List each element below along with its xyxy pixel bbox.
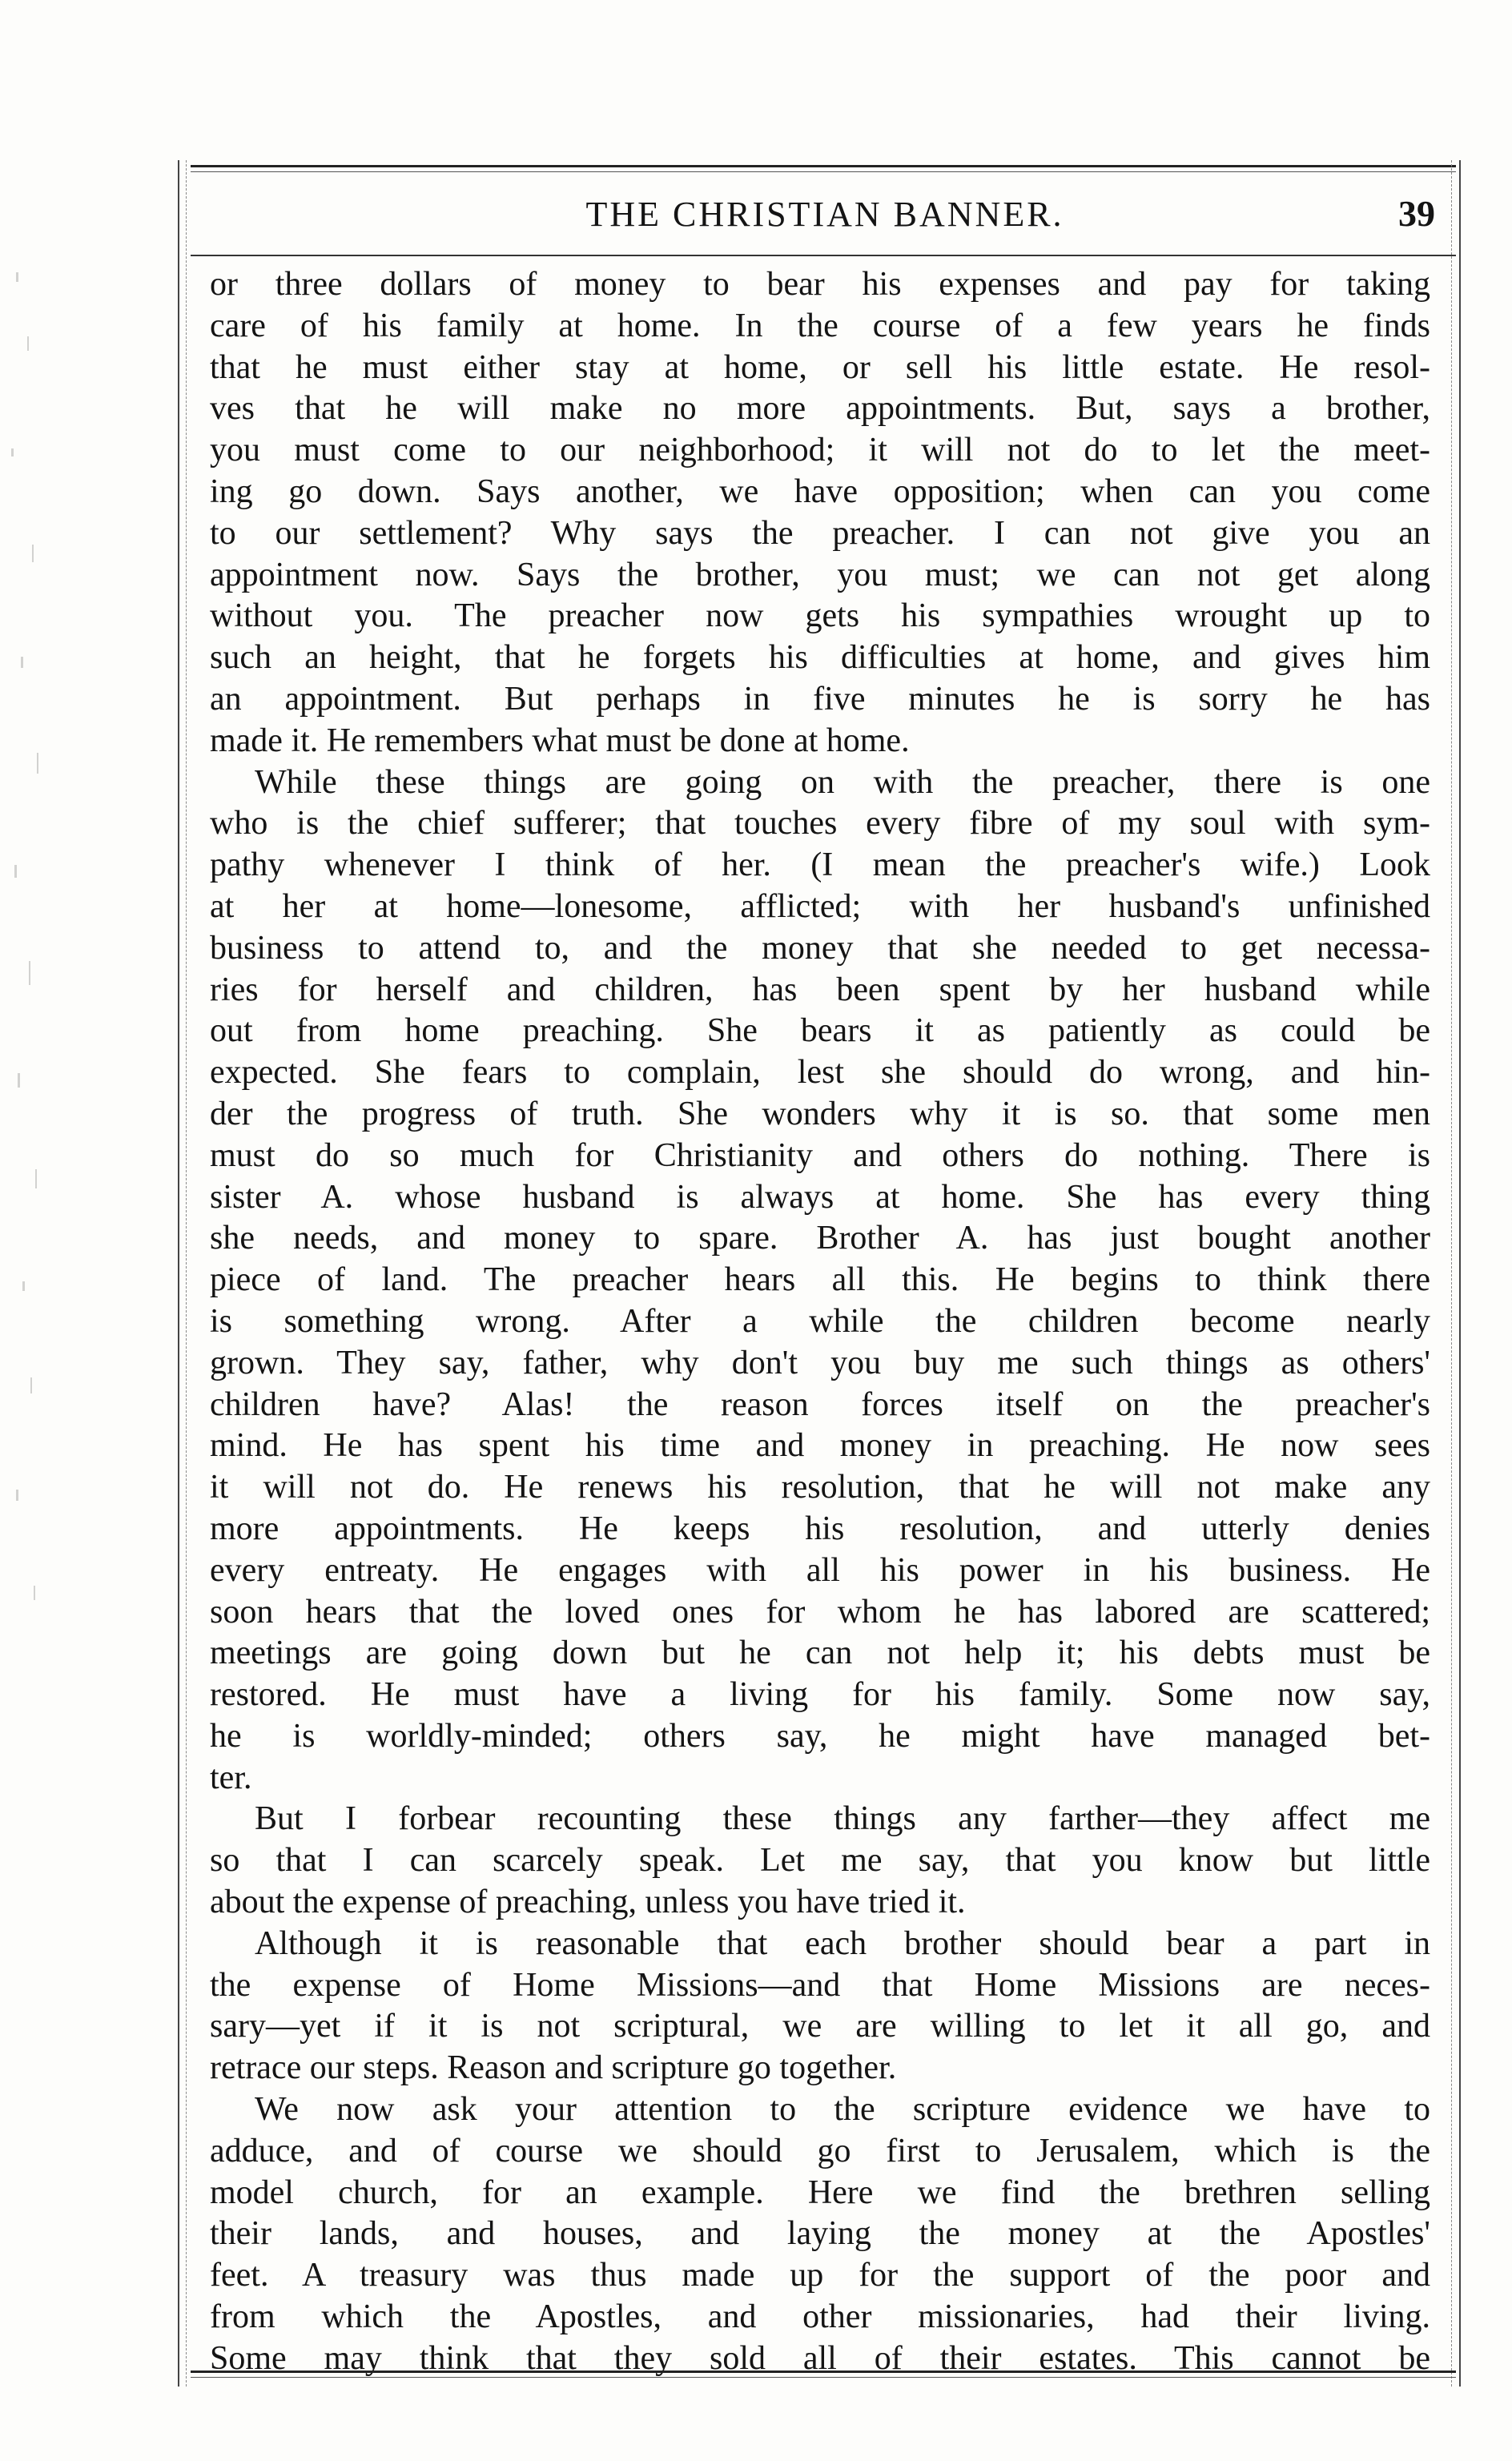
page-number: 39 bbox=[1398, 193, 1435, 234]
text-line: an appointment. But perhaps in five minutes he is sorry he has bbox=[210, 680, 1430, 718]
left-border-rule bbox=[178, 160, 179, 2387]
text-line: sister A. whose husband is always at home. She has every thing bbox=[210, 1178, 1430, 1216]
text-line: restored. He must have a living for his family. Some now say, bbox=[210, 1676, 1430, 1714]
text-line: the expense of Home Missions—and that Home Missions are neces- bbox=[210, 1966, 1430, 2004]
text-line: piece of land. The preacher hears all this. He begins to think there bbox=[210, 1261, 1430, 1299]
text-line: it will not do. He renews his resolution, that he will not make any bbox=[210, 1469, 1430, 1506]
text-line: expected. She fears to complain, lest she should do wrong, and hin- bbox=[210, 1054, 1430, 1092]
text-line: out from home preaching. She bears it as patiently as could be bbox=[210, 1012, 1430, 1050]
running-head bbox=[208, 189, 1442, 245]
text-line: der the progress of truth. She wonders why it is so. that some men bbox=[210, 1095, 1430, 1132]
bottom-rule bbox=[191, 2371, 1456, 2373]
text-line: about the expense of preaching, unless you have tried it. bbox=[210, 1884, 966, 1921]
text-line: While these things are going on with the preacher, there is one bbox=[255, 763, 1430, 801]
top-rule bbox=[191, 165, 1456, 167]
text-line: We now ask your attention to the scripture evidence we have to bbox=[255, 2091, 1430, 2129]
text-line: soon hears that the loved ones for whom he has labored are scattered; bbox=[210, 1593, 1430, 1631]
text-line: must do so much for Christianity and others do nothing. There is bbox=[210, 1136, 1430, 1174]
text-line: at her at home—lonesome, afflicted; with her husband's unfinished bbox=[210, 887, 1430, 925]
text-line: ves that he will make no more appointments. But, says a brother, bbox=[210, 390, 1430, 428]
text-line: who is the chief sufferer; that touches every fibre of my soul with sym- bbox=[210, 805, 1430, 842]
text-line: Some may think that they sold all of their estates. This cannot be bbox=[210, 2339, 1430, 2377]
text-line: But I forbear recounting these things any farther—they affect me bbox=[255, 1800, 1430, 1838]
text-line: ter. bbox=[210, 1759, 252, 1796]
text-line: meetings are going down but he can not help it; his debts must be bbox=[210, 1635, 1430, 1672]
text-line: made it. He remembers what must be done at home. bbox=[210, 722, 910, 759]
text-line: children have? Alas! the reason forces itself on the preacher's bbox=[210, 1385, 1430, 1423]
text-line: to our settlement? Why says the preacher. I can not give you an bbox=[210, 514, 1430, 552]
text-line: or three dollars of money to bear his expenses and pay for taking bbox=[210, 266, 1430, 303]
text-line: Although it is reasonable that each brother should bear a part in bbox=[255, 1924, 1430, 1962]
left-border-dotted bbox=[186, 160, 187, 2387]
text-line: so that I can scarcely speak. Let me say, that you know but little bbox=[210, 1842, 1430, 1880]
text-line: retrace our steps. Reason and scripture go together. bbox=[210, 2049, 897, 2087]
text-line: more appointments. He keeps his resolution, and utterly denies bbox=[210, 1510, 1430, 1547]
text-line: she needs, and money to spare. Brother A. has just bought another bbox=[210, 1220, 1430, 1257]
text-line: model church, for an example. Here we find the brethren selling bbox=[210, 2173, 1430, 2211]
text-line: from which the Apostles, and other missionaries, had their living. bbox=[210, 2298, 1430, 2336]
margin-bleed-through-marks bbox=[0, 240, 64, 1682]
right-border-dotted bbox=[1451, 160, 1452, 2387]
text-line: without you. The preacher now gets his sympathies wrought up to bbox=[210, 597, 1430, 635]
bottom-rule-thin bbox=[191, 2377, 1456, 2378]
text-line: ing go down. Says another, we have opposition; when can you come bbox=[210, 472, 1430, 510]
top-rule-thin bbox=[191, 171, 1456, 172]
text-line: their lands, and houses, and laying the money at the Apostles' bbox=[210, 2215, 1430, 2253]
text-line: that he must either stay at home, or sell his little estate. He resol- bbox=[210, 348, 1430, 386]
text-line: care of his family at home. In the course of a few years he finds bbox=[210, 307, 1430, 344]
text-line: he is worldly-minded; others say, he might have managed bet- bbox=[210, 1717, 1430, 1755]
text-line: pathy whenever I think of her. (I mean the preacher's wife.) Look bbox=[210, 846, 1430, 884]
text-line: you must come to our neighborhood; it will not do to let the meet- bbox=[210, 432, 1430, 469]
text-line: appointment now. Says the brother, you must; we can not get along bbox=[210, 556, 1430, 593]
header-rule bbox=[191, 255, 1456, 256]
text-line: grown. They say, father, why don't you buy me such things as others' bbox=[210, 1344, 1430, 1381]
right-border-rule bbox=[1459, 160, 1461, 2387]
text-line: is something wrong. After a while the children become nearly bbox=[210, 1302, 1430, 1340]
text-line: every entreaty. He engages with all his power in his business. He bbox=[210, 1551, 1430, 1589]
text-line: feet. A treasury was thus made up for the support of the poor and bbox=[210, 2257, 1430, 2294]
text-line: business to attend to, and the money that she needed to get necessa- bbox=[210, 929, 1430, 967]
text-line: ries for herself and children, has been spent by her husband while bbox=[210, 971, 1430, 1008]
text-line: mind. He has spent his time and money in preaching. He now sees bbox=[210, 1427, 1430, 1465]
text-line: sary—yet if it is not scriptural, we are willing to let it all go, and bbox=[210, 2008, 1430, 2045]
article-body bbox=[210, 264, 1430, 2380]
text-line: such an height, that he forgets his difficulties at home, and gives him bbox=[210, 639, 1430, 677]
text-line: adduce, and of course we should go first to Jerusalem, which is the bbox=[210, 2132, 1430, 2169]
running-title: THE CHRISTIAN BANNER. bbox=[585, 195, 1064, 234]
